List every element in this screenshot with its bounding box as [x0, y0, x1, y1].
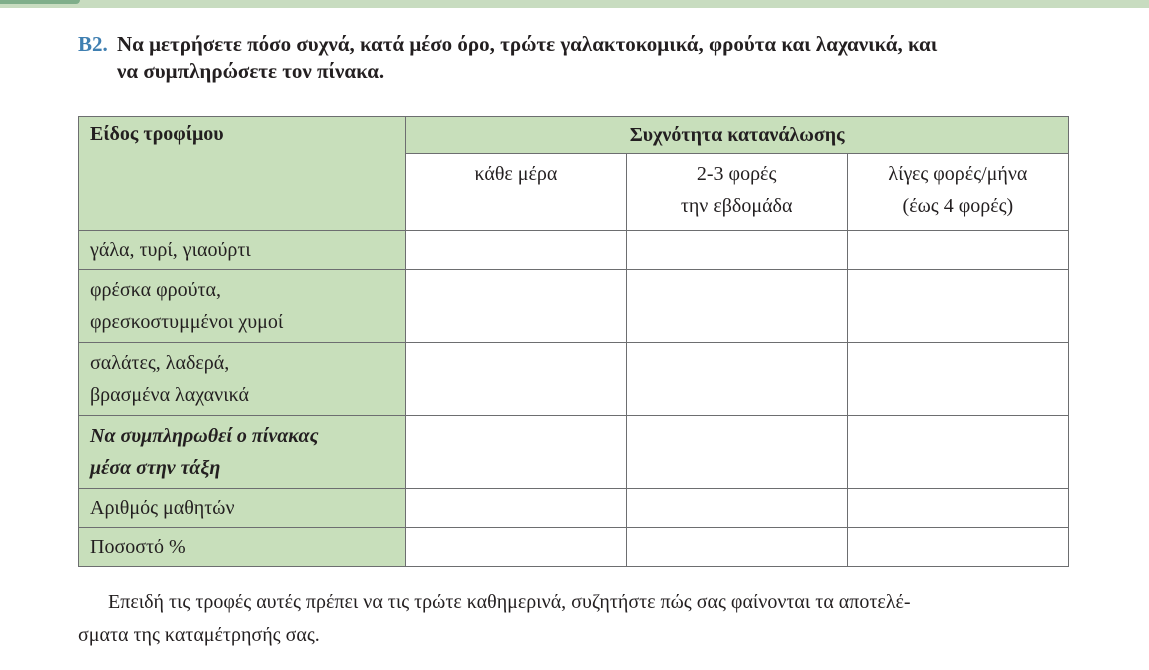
discussion-paragraph [78, 586, 1078, 652]
row-label-dairy-text: γάλα, τυρί, γιαούρτι [90, 239, 251, 261]
column-header-weekly-line2: την εβδομάδα [680, 195, 793, 217]
table-row-class-note [79, 416, 1069, 489]
answer-cell-class-weekly[interactable] [626, 416, 847, 489]
row-label-percentage-text: Ποσοστό % [90, 536, 186, 558]
row-label-students-text: Αριθμός μαθητών [90, 497, 235, 519]
answer-cell-fruits-daily[interactable] [406, 270, 626, 343]
discussion-line2: σματα της καταμέτρησής σας. [78, 624, 320, 646]
answer-cell-class-daily[interactable] [406, 416, 626, 489]
exercise-heading [78, 31, 1088, 85]
row-label-percentage [79, 528, 406, 567]
answer-cell-vegetables-monthly[interactable] [847, 343, 1068, 416]
answer-cell-students-daily[interactable] [406, 489, 626, 528]
top-decor-tab [0, 0, 80, 4]
exercise-instruction-line1: Να μετρήσετε πόσο συχνά, κατά μέσο όρο, τρώτε γαλακτοκομικά, φρούτα και λαχανικά, και [117, 32, 938, 56]
answer-cell-vegetables-daily[interactable] [406, 343, 626, 416]
row-label-vegetables-line2: βρασμένα λαχανικά [90, 384, 249, 406]
table-row-percentage [79, 528, 1069, 567]
answer-cell-fruits-monthly[interactable] [847, 270, 1068, 343]
answer-cell-students-weekly[interactable] [626, 489, 847, 528]
answer-cell-percentage-monthly[interactable] [847, 528, 1068, 567]
answer-cell-students-monthly[interactable] [847, 489, 1068, 528]
frequency-header: Συχνότητα κατανάλωσης [406, 117, 1069, 154]
answer-cell-class-monthly[interactable] [847, 416, 1068, 489]
row-label-class-note [79, 416, 406, 489]
answer-cell-dairy-weekly[interactable] [626, 231, 847, 270]
answer-cell-dairy-daily[interactable] [406, 231, 626, 270]
answer-cell-vegetables-weekly[interactable] [626, 343, 847, 416]
answer-cell-percentage-daily[interactable] [406, 528, 626, 567]
row-label-dairy [79, 231, 406, 270]
column-header-weekly-line1: 2-3 φορές [696, 163, 777, 185]
discussion-line1: Επειδή τις τροφές αυτές πρέπει να τις τρώτε καθημερινά, συζητήστε πώς σας φαίνονται τα αποτελέ- [108, 591, 911, 613]
top-decor-bar [0, 0, 1149, 8]
frequency-table [78, 116, 1069, 567]
row-label-fruits [79, 270, 406, 343]
column-header-daily [406, 154, 626, 231]
column-header-monthly [847, 154, 1068, 231]
row-label-fruits-line2: φρεσκοστυμμένοι χυμοί [90, 311, 284, 333]
table-row-vegetables [79, 343, 1069, 416]
table-row-dairy [79, 231, 1069, 270]
row-label-students [79, 489, 406, 528]
food-type-header: Είδος τροφίμου [79, 117, 406, 231]
row-label-fruits-line1: φρέσκα φρούτα, [90, 279, 222, 301]
row-label-vegetables-line1: σαλάτες, λαδερά, [90, 352, 230, 374]
column-header-weekly [626, 154, 847, 231]
answer-cell-percentage-weekly[interactable] [626, 528, 847, 567]
column-header-monthly-line2: (έως 4 φορές) [902, 195, 1014, 217]
exercise-instruction-line2: να συμπληρώσετε τον πίνακα. [117, 59, 385, 83]
table-header-row [79, 117, 1069, 154]
answer-cell-dairy-monthly[interactable] [847, 231, 1068, 270]
row-label-vegetables [79, 343, 406, 416]
column-header-daily-text: κάθε μέρα [474, 163, 558, 185]
exercise-number: Β2. [78, 32, 108, 56]
table-row-students [79, 489, 1069, 528]
answer-cell-fruits-weekly[interactable] [626, 270, 847, 343]
column-header-monthly-line1: λίγες φορές/μήνα [888, 163, 1028, 185]
table-row-fruits [79, 270, 1069, 343]
row-label-class-note-line2: μέσα στην τάξη [90, 457, 221, 479]
row-label-class-note-line1: Να συμπληρωθεί ο πίνακας [90, 425, 319, 447]
